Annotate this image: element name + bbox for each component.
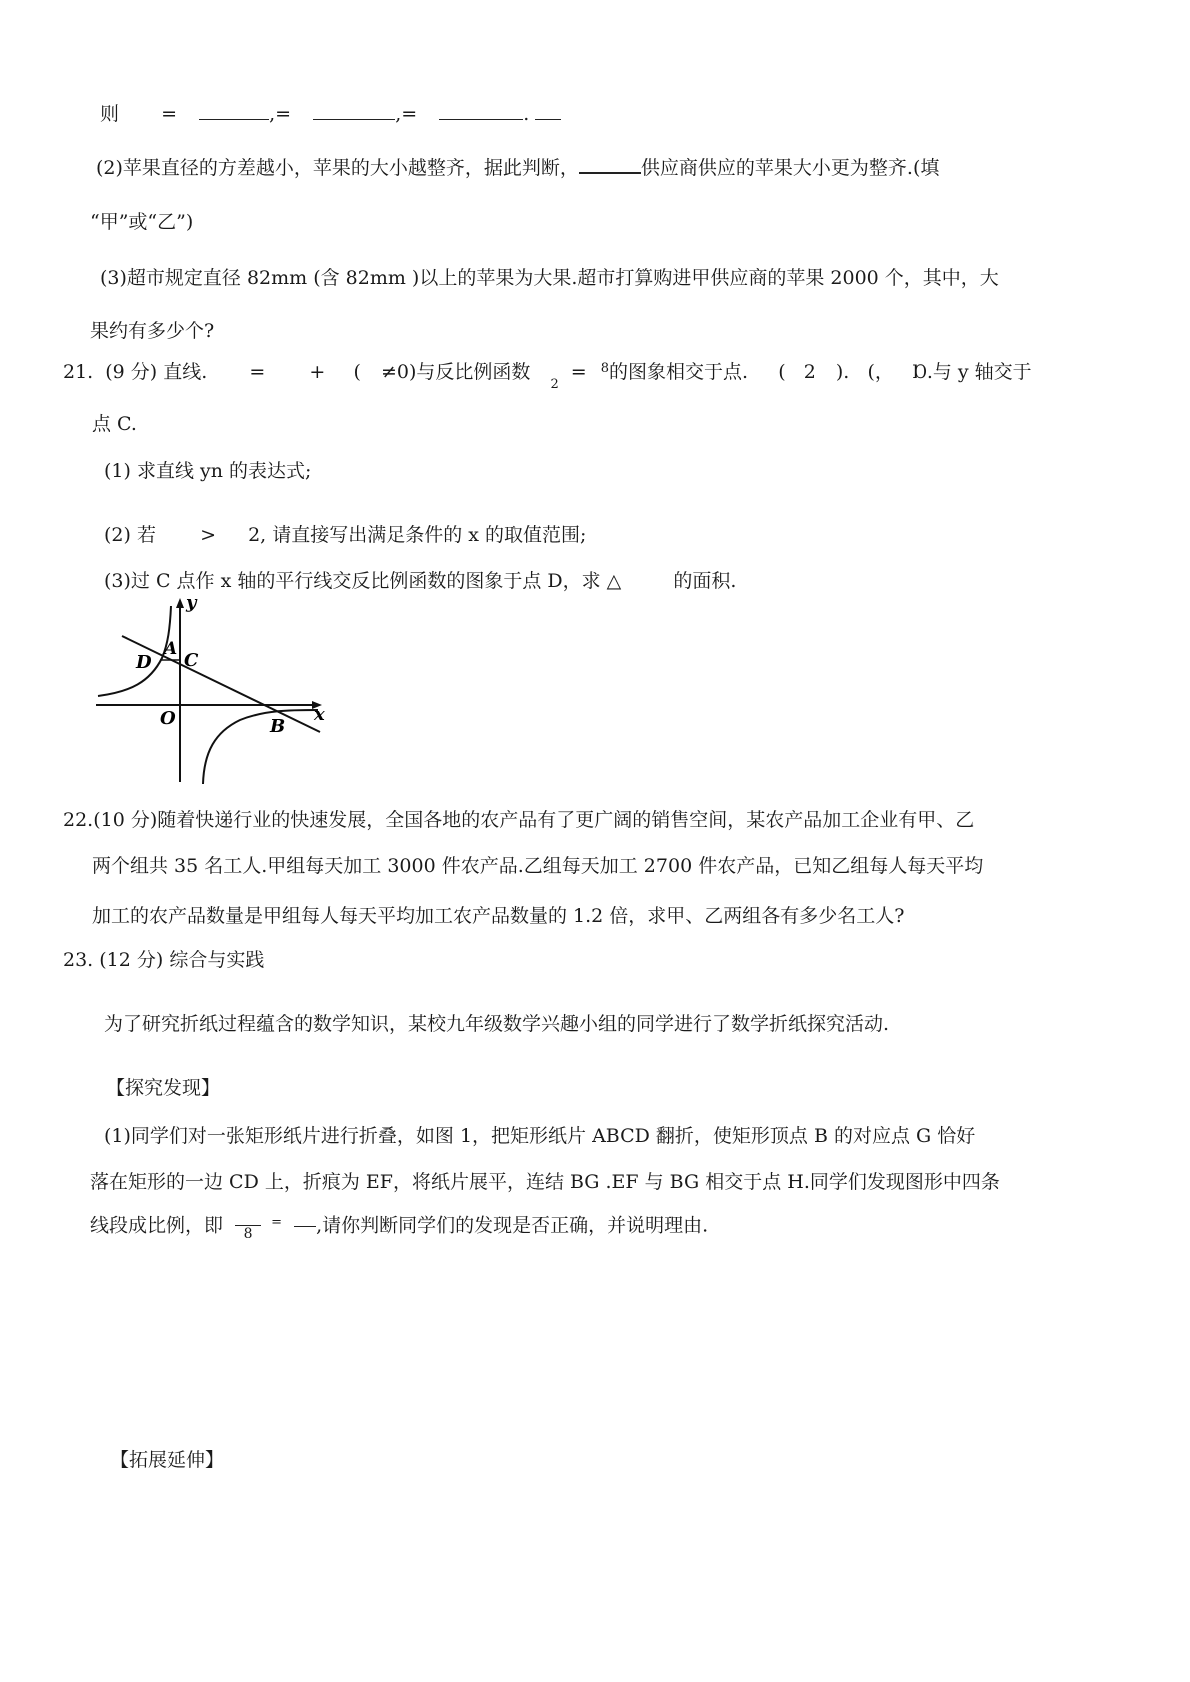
answer-blank[interactable] bbox=[199, 101, 269, 120]
label-a: A bbox=[164, 639, 178, 659]
q20-part2-cont: “甲”或“乙”) bbox=[90, 211, 194, 233]
q23-p1-line3-b: ,请你判断同学们的发现是否正确，并说明理由. bbox=[316, 1214, 709, 1237]
ratio-denominator: 8 bbox=[243, 1226, 253, 1242]
ze-label: 则 bbox=[100, 103, 120, 125]
q21-plus: + bbox=[309, 361, 326, 383]
label-y: y bbox=[186, 592, 197, 613]
hyperbola-left-branch bbox=[98, 606, 171, 696]
q23-intro: 为了研究折纸过程蕴含的数学知识，某校九年级数学兴趣小组的同学进行了数学折纸探究活动. bbox=[104, 1013, 890, 1035]
supplier-blank[interactable] bbox=[579, 154, 641, 174]
label-o: O bbox=[160, 708, 176, 729]
q22-line3: 加工的农产品数量是甲组每人每天平均加工农产品数量的 1.2 倍，求甲、乙两组各有多少名工人? bbox=[92, 905, 905, 927]
q21-tail: Ɒ.与 y 轴交于 bbox=[911, 361, 1032, 383]
eq-sign: = bbox=[161, 103, 178, 125]
answer-blank[interactable] bbox=[535, 101, 561, 120]
line-y1 bbox=[122, 636, 320, 732]
q21-pt1-val: 2 bbox=[803, 361, 816, 383]
hyperbola-right-branch bbox=[203, 710, 318, 784]
q20-part2-prefix: (2)苹果直径的方差越小，苹果的大小越整齐，据此判断， bbox=[96, 157, 579, 179]
q21-pt2: (， bbox=[867, 361, 894, 383]
q21-score: (9 分) 直线. bbox=[105, 361, 208, 383]
q21-part2-gt: > bbox=[200, 524, 216, 546]
q21-neq: ≠0)与反比例函数 bbox=[380, 361, 531, 383]
q21-pt1-open: ( bbox=[778, 361, 786, 383]
label-b: B bbox=[270, 716, 286, 737]
q22-line2: 两个组共 35 名工人.甲组每天加工 3000 件农产品.乙组每天加工 2700 件农产品，已知乙组每人每天平均 bbox=[92, 855, 984, 877]
q21-part2-b: 2, 请直接写出满足条件的 x 的取值范围; bbox=[248, 524, 587, 546]
q20-ze-line bbox=[100, 101, 561, 127]
ratio-fraction bbox=[235, 1211, 261, 1242]
q21-cont: 点 C. bbox=[92, 413, 137, 435]
q21-text: 的图象相交于点. bbox=[609, 361, 749, 383]
y-axis-arrow bbox=[176, 598, 184, 608]
ratio-eq: = bbox=[271, 1214, 283, 1230]
period: . bbox=[523, 103, 530, 125]
answer-blank[interactable] bbox=[313, 101, 395, 120]
q20-part3-cont: 果约有多少个? bbox=[90, 320, 215, 342]
q21-part3-a: (3)过 C 点作 x 轴的平行线交反比例函数的图象于点 D，求 △ bbox=[104, 570, 622, 592]
q23-heading: 23. (12 分) 综合与实践 bbox=[63, 949, 265, 971]
q21-graph-figure bbox=[90, 592, 350, 792]
q23-section-extend: 【拓展延伸】 bbox=[110, 1449, 225, 1471]
q21-paren: ( bbox=[353, 361, 361, 383]
q20-part3: (3)超市规定直径 82mm (含 82mm )以上的苹果为大果.超市打算购进甲供应商的苹果 2000 个，其中，大 bbox=[100, 267, 999, 289]
comma: , bbox=[395, 103, 402, 125]
q21-part2 bbox=[104, 522, 586, 548]
q21-line1 bbox=[63, 359, 1032, 392]
q21-eq: = bbox=[249, 361, 266, 383]
q20-part2-suffix: 供应商供应的苹果大小更为整齐.(填 bbox=[640, 157, 940, 179]
q21-part1: (1) 求直线 yn 的表达式; bbox=[104, 460, 312, 482]
q23-p1-line1: (1)同学们对一张矩形纸片进行折叠，如图 1，把矩形纸片 ABCD 翻折，使矩形顶点 B 的对应点 G 恰好 bbox=[104, 1125, 976, 1147]
q21-sup: 8 bbox=[600, 361, 610, 376]
q23-p1-line3-a: 线段成比例，即 bbox=[90, 1214, 224, 1237]
label-c: C bbox=[184, 650, 199, 671]
q20-part2 bbox=[96, 154, 939, 181]
q21-pt1-close: ). bbox=[835, 361, 850, 383]
q23-section-explore: 【探究发现】 bbox=[106, 1077, 221, 1099]
label-x: x bbox=[314, 704, 325, 725]
q21-part2-a: (2) 若 bbox=[104, 524, 156, 546]
comma: , bbox=[269, 103, 276, 125]
q21-sub: 2 bbox=[550, 377, 559, 392]
answer-blank[interactable] bbox=[439, 101, 523, 120]
q23-p1-line2: 落在矩形的一边 CD 上，折痕为 EF，将纸片展平，连结 BG .EF 与 BG 相交于点 H.同学们发现图形中四条 bbox=[90, 1171, 1000, 1193]
ratio-fraction-bar bbox=[294, 1226, 316, 1227]
q21-part3-b: 的面积. bbox=[673, 570, 737, 592]
q21-eq2: = bbox=[570, 361, 587, 383]
eq-sign: = bbox=[401, 103, 418, 125]
q23-p1-line3 bbox=[90, 1211, 708, 1242]
q22-line1: 22.(10 分)随着快递行业的快速发展，全国各地的农产品有了更广阔的销售空间，某农产品加工企业有甲、乙 bbox=[63, 809, 975, 831]
label-d: D bbox=[136, 652, 152, 673]
eq-sign: = bbox=[275, 103, 292, 125]
q21-number: 21. bbox=[63, 361, 94, 383]
q21-part3 bbox=[104, 568, 736, 594]
